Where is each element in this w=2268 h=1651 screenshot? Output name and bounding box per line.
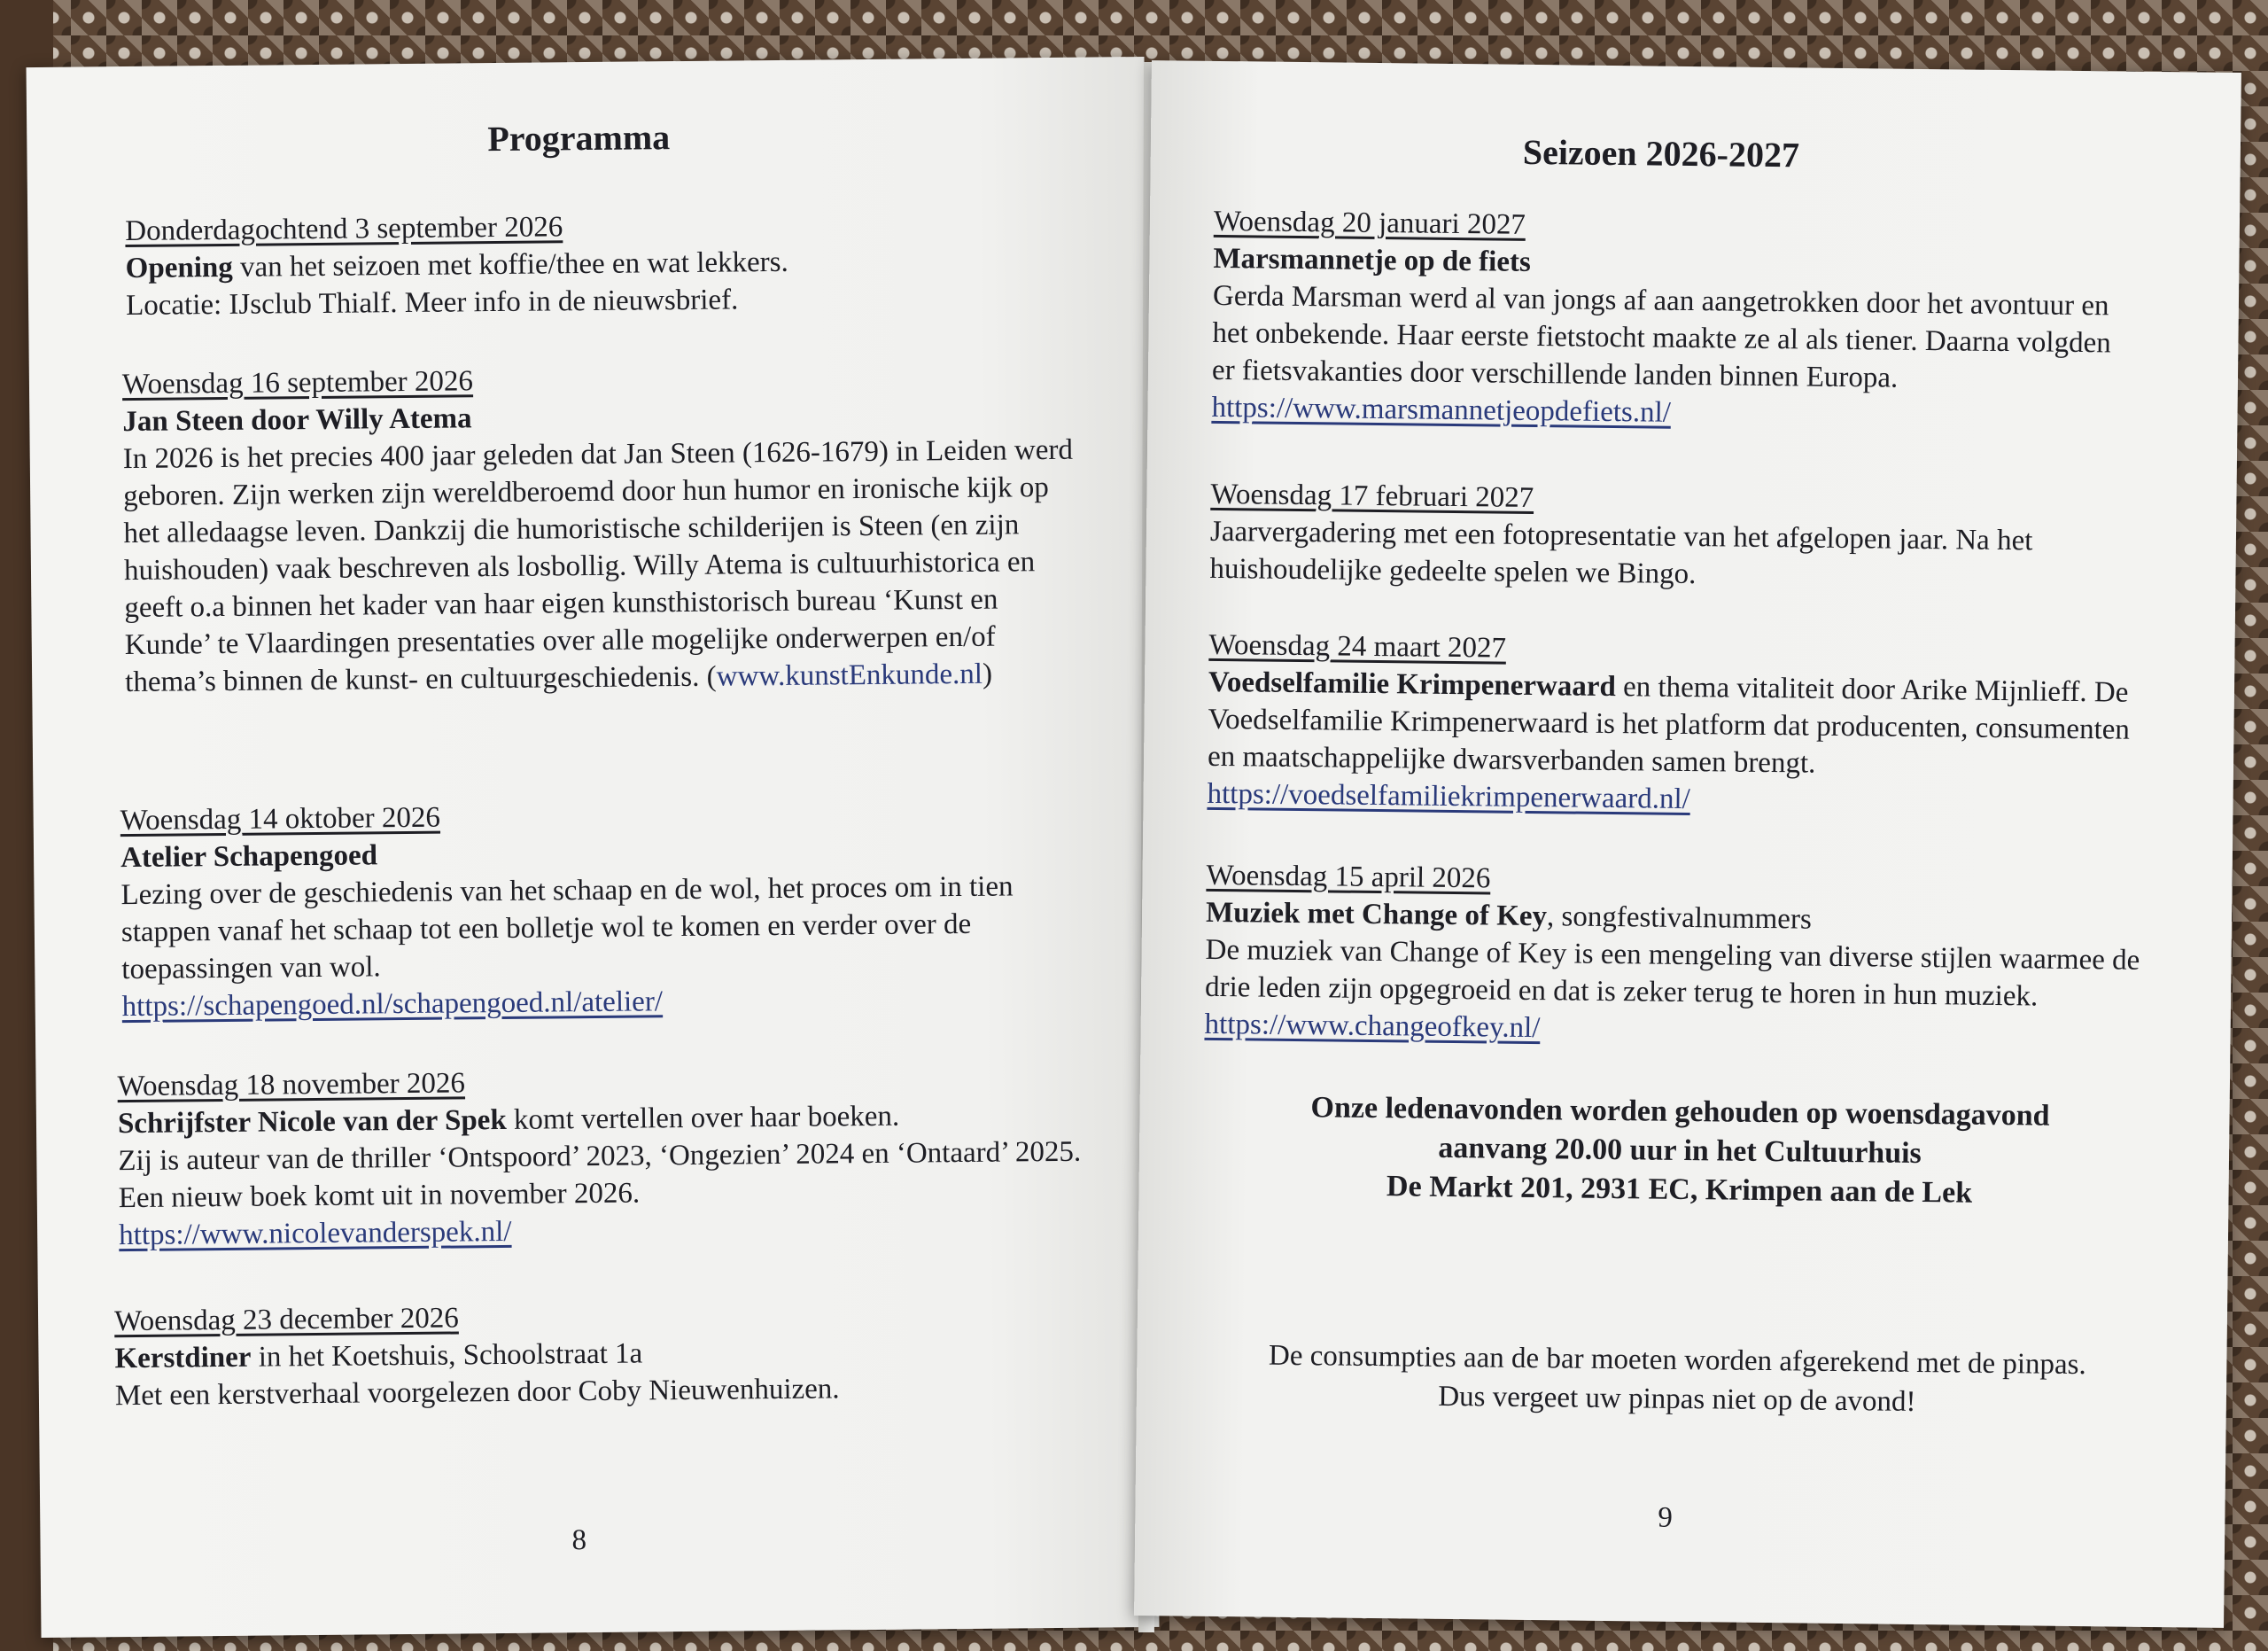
event-date: Woensdag 18 november 2026 [117,1067,466,1103]
event-opening [125,204,1065,324]
event-lead: van het seizoen met koffie/thee en wat lekkers. [232,245,788,284]
event-date: Woensdag 17 februari 2027 [1210,478,1534,515]
note-line: Dus vergeet uw pinpas niet op de avond! [1438,1380,1916,1418]
page-number: 9 [1658,1501,1674,1534]
event-date: Donderdagochtend 3 september 2026 [125,211,563,248]
event-voedselfamilie [1207,627,2148,823]
event-heading: Muziek met Change of Key [1205,896,1548,933]
event-lead: komt vertellen over haar boeken. [506,1100,900,1136]
event-body: Zij is auteur van de thriller ‘Ontspoord’ 2023, ‘Ongezien’ 2024 en ‘Ontaard’ 2025. Een nieuw boek komt uit in november 2026. [118,1135,1082,1215]
event-heading: Kerstdiner [114,1341,252,1375]
event-heading: Opening [125,251,233,285]
meeting-notice [1192,1087,2167,1215]
event-marsmannetje [1211,203,2135,437]
event-schapengoed [120,793,1096,1026]
event-body: Locatie: IJsclub Thialf. Meer info in de nieuwsbrief. [125,284,739,323]
event-date: Woensdag 15 april 2026 [1206,859,1491,895]
event-date: Woensdag 16 september 2026 [121,365,474,401]
event-heading: Marsmannetje op de fiets [1213,242,1531,278]
event-jaarvergadering [1209,476,2132,598]
event-date: Woensdag 23 december 2026 [113,1302,459,1338]
event-body: Met een kerstverhaal voorgelezen door Coby Nieuwenhuizen. [114,1373,840,1413]
event-link[interactable]: https://www.changeofkey.nl/ [1204,1008,1541,1045]
event-heading: Voedselfamilie Krimpenerwaard [1208,666,1617,704]
page-title: Seizoen 2026-2027 [1522,131,1800,175]
note-line: De consumpties aan de bar moeten worden afgerekend met de pinpas. [1268,1339,2086,1382]
right-page [1134,60,2241,1628]
event-jan-steen [122,357,1091,701]
event-lead: en thema vitaliteit door Arike Mijnlieff. De Voedselfamilie Krimpenerwaard is het platform dat producenten, consumenten en maatschappelijke dwarsverbanden samen brengt. [1207,671,2131,780]
page-title: Programma [487,117,671,160]
page-number: 8 [571,1524,587,1557]
event-link[interactable]: https://schapengoed.nl/schapengoed.nl/atelier/ [121,985,664,1024]
event-link[interactable]: https://www.marsmannetjeopdefiets.nl/ [1211,391,1672,429]
event-kerstdiner [114,1294,1090,1415]
event-change-of-key [1204,857,2145,1054]
notice-line: Onze ledenavonden worden gehouden op woensdagavond [1310,1091,2050,1133]
payment-note [1190,1336,2165,1424]
event-heading: Jan Steen door Willy Atema [122,402,472,439]
event-body: Gerda Marsman werd al van jongs af aan aangetrokken door het avontuur en het onbekende. Haar eerste fietstocht maakte ze al als tiener. Daarna volgden er fietsvakanties door verschillende landen binnen Europa. [1211,279,2111,394]
event-body: Lezing over de geschiedenis van het schaap en de wol, het proces om in tien stappen vanaf het schaap tot een bolletje wol te komen en verder over de toepassingen van wol. [120,870,1014,986]
event-date: Woensdag 20 januari 2027 [1213,205,1526,241]
event-lead: , songfestivalnummers [1546,900,1812,936]
event-body: Jaarvergadering met een fotopresentatie van het afgelopen jaar. Na het huishoudelijke gedeelte spelen we Bingo. [1209,515,2033,591]
notice-line: aanvang 20.00 uur in het Cultuurhuis [1438,1131,1922,1171]
left-page [27,57,1160,1638]
event-lead: in het Koetshuis, Schoolstraat 1a [251,1337,643,1374]
event-heading: Schrijfster Nicole van der Spek [117,1103,507,1141]
event-link[interactable]: www.kunstEnkunde.nl [716,658,983,693]
event-link[interactable]: https://voedselfamiliekrimpenerwaard.nl/ [1207,777,1691,816]
event-heading: Atelier Schapengoed [120,839,378,875]
event-tail: ) [982,658,993,690]
event-date: Woensdag 24 maart 2027 [1208,628,1507,665]
event-nicole-van-der-spek [117,1059,1093,1255]
event-body: De muziek van Change of Key is een mengeling van diverse stijlen waarmee de drie leden zijn opgegroeid en dat is zeker terug te horen in hun muziek. [1204,933,2140,1013]
event-date: Woensdag 14 oktober 2026 [120,801,441,837]
event-body: In 2026 is het precies 400 jaar geleden dat Jan Steen (1626-1679) in Leiden werd geboren. Zijn werken zijn wereldberoemd door hun humor en ironische kijk op het alledaagse leven. Dankzij die humoristische schilderijen is Steen (en zijn huishouden) vaak beschreven als losbollig. Willy Atema is cultuurhistorica en geeft o.a binnen het kader van haar eigen kunsthistorisch bureau ‘Kunst en Kunde’ te Vlaardingen presentaties over alle mogelijke onderwerpen en/of thema’s binnen de kunst- en cultuurgeschiedenis. ( [122,433,1074,699]
notice-line: De Markt 201, 2931 EC, Krimpen aan de Lek [1386,1170,1973,1210]
event-link[interactable]: https://www.nicolevanderspek.nl/ [119,1215,512,1252]
